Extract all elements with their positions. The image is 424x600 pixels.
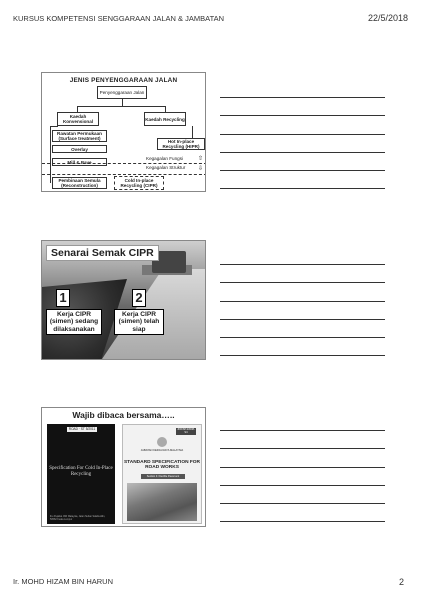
branch-recycling: Kaedah Recycling xyxy=(144,112,186,126)
arrow-up-icon: ⇧ xyxy=(198,156,204,162)
notes-lines-3 xyxy=(220,413,385,522)
cipr-spec-book-cover xyxy=(47,424,115,524)
slide-cipr-checklist xyxy=(41,240,206,360)
footer-author: Ir. MOHD HIZAM BIN HARUN xyxy=(13,577,114,586)
slide-required-reading xyxy=(41,407,206,527)
callout1-number: 1 xyxy=(56,289,70,307)
header-date: 22/5/2018 xyxy=(367,13,408,23)
callout2-label: Kerja CIPR (simen) telah siap xyxy=(114,309,164,335)
book2-photo xyxy=(127,483,197,521)
book2-org: JABATAN KERJA RAYA MALAYSIA xyxy=(140,449,184,452)
slide3-title: Wajib dibaca bersama….. xyxy=(72,410,175,420)
book1-title: Specification For Cold In-Place Recycling xyxy=(49,466,113,477)
footer-page-number: 2 xyxy=(398,577,404,587)
slide1-title: JENIS PENYENGGARAAN JALAN xyxy=(69,77,178,84)
label-structural-failure: Kegagalan Struktur xyxy=(146,165,186,170)
notes-lines-2 xyxy=(220,247,385,356)
header-course: KURSUS KOMPETENSI SENGGARAAN JALAN & JAMBATAN xyxy=(13,14,225,23)
book2-title: STANDARD SPECIFICATION FOR ROAD WORKS xyxy=(123,460,201,471)
item-overlay: Overlay xyxy=(52,145,107,153)
root-box: Penyenggaraan Jalan xyxy=(97,86,147,99)
slide-maintenance-types xyxy=(41,72,206,192)
notes-lines-1 xyxy=(220,80,385,189)
item-mill-pave: Mill & Pave xyxy=(52,158,107,166)
slide2-title: Senarai Semak CIPR xyxy=(46,245,159,261)
book1-footer: Ibu Pejabat JKR Malaysia, Jalan Sultan Salahuddin, 50582 Kuala Lumpur xyxy=(50,515,106,521)
item-reconstruction: Pembinaan Semula (Reconstruction) xyxy=(52,177,107,189)
item-cipr: Cold In-place Recycling (CIPR) xyxy=(114,176,164,190)
book2-tag: JKR/SPJ/2008-S4 xyxy=(177,428,195,435)
road-works-spec-book-cover xyxy=(122,424,202,524)
item-hipr: Hot In-place Recycling (HIPR) xyxy=(157,138,205,150)
callout2-number: 2 xyxy=(132,289,146,307)
item-surface-treatment: Rawatan Permukaan (Surface treatment) xyxy=(52,130,107,142)
book2-subtitle: Section 4: Flexible Pavement xyxy=(141,474,185,479)
callout1-label: Kerja CIPR (simen) sedang dilaksanakan xyxy=(46,309,102,335)
jkr-emblem-icon xyxy=(157,437,167,447)
book1-tag: ROAD · ST 5/2011 xyxy=(68,427,96,431)
arrow-down-icon: ⇩ xyxy=(198,166,204,172)
label-functional-failure: Kegagalan Fungsi xyxy=(146,156,184,161)
branch-conventional: Kaedah Konvensional xyxy=(57,112,99,126)
